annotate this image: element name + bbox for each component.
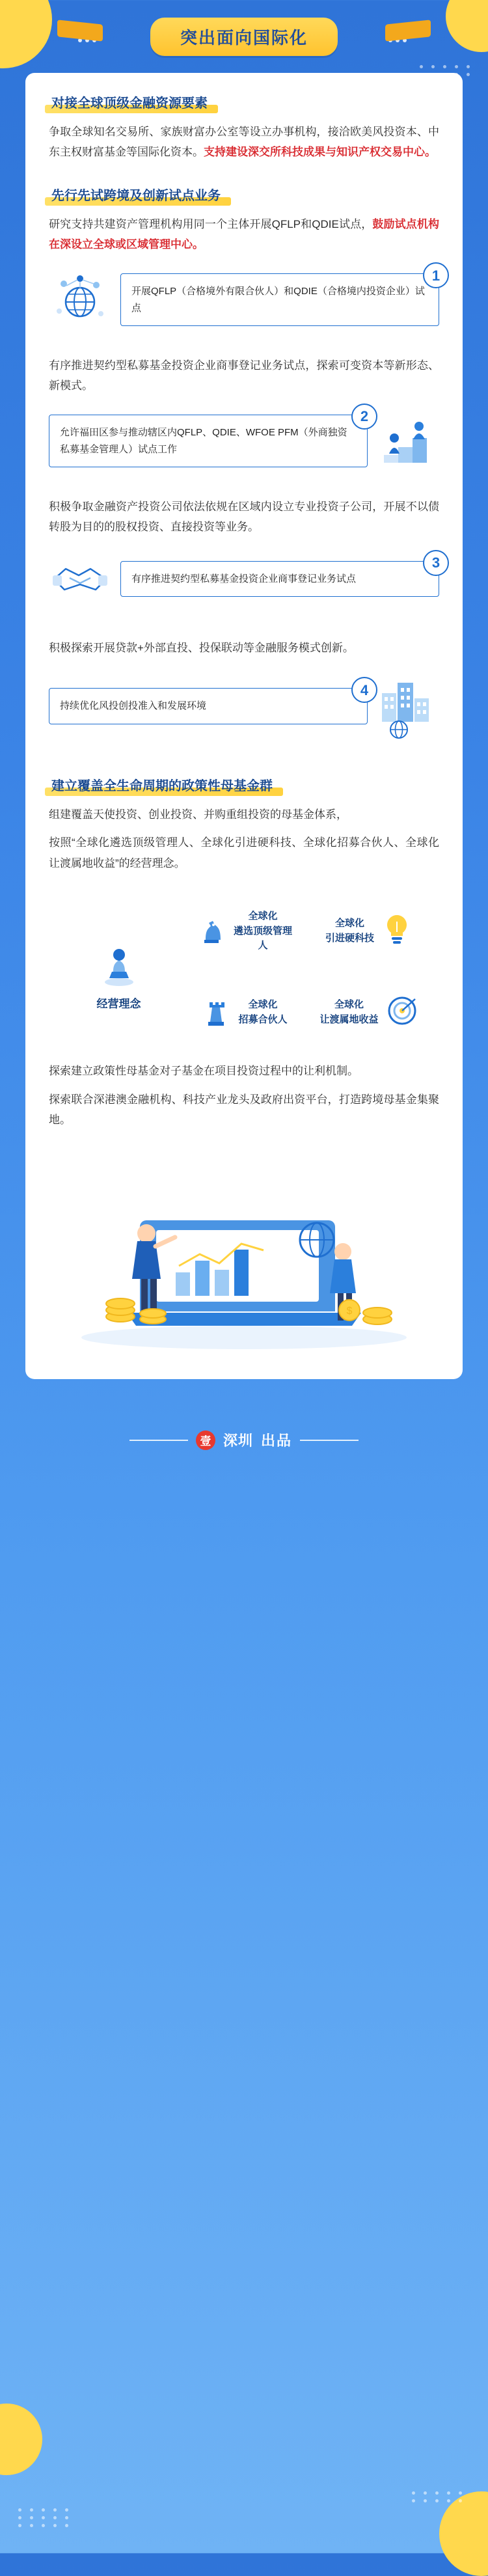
footer-divider-left: [129, 1440, 188, 1441]
decorative-circle-bottom-left: [0, 2404, 42, 2475]
decorative-dot-grid-bottom-right: [412, 2491, 466, 2502]
section-3-closing-1: 探索建立政策性母基金对子基金在项目投资过程中的让利机制。: [49, 1065, 359, 1078]
section-3: [25, 773, 463, 797]
step-2-number: 2: [351, 404, 377, 430]
footer-produced-by: 出品: [261, 1432, 293, 1449]
philosophy-item-top-left: [195, 909, 293, 953]
step-1-box: [120, 267, 441, 326]
chess-knight-icon: [195, 912, 226, 950]
people-steps-icon: [377, 412, 439, 471]
step-3-box: [120, 555, 441, 597]
section-2-heading: 先行先试跨境及创新试点业务: [49, 182, 227, 206]
footer-divider-right: [300, 1440, 359, 1441]
philosophy-diagram: [42, 890, 446, 1053]
section-3-paragraph-2: 按照“全球化遴选顶级管理人、全球化引进硬科技、全球化招募合伙人、全球化让渡属地收益”的经营理念。: [49, 836, 439, 870]
philosophy-label-bottom-right: 全球化 让渡属地收益: [319, 999, 379, 1025]
step-4-text: 持续优化风投创投准入和发展环境: [60, 700, 207, 712]
page-footer: [0, 1401, 488, 1479]
page-title: 突出面向国际化: [150, 18, 338, 56]
ribbon-tail-right: [385, 20, 431, 41]
step-2-box: [49, 408, 369, 467]
page-header: [0, 0, 488, 73]
philosophy-item-bottom-left: [195, 993, 293, 1032]
philosophy-center: [42, 933, 195, 1011]
philosophy-item-bottom-right: [293, 994, 446, 1031]
section-2: [25, 182, 463, 206]
footer-brand: 深圳: [223, 1432, 253, 1449]
philosophy-label-top-left: 全球化 遴选顶级管理人: [233, 911, 292, 951]
decorative-dot-grid-bottom-left: [18, 2508, 72, 2527]
section-1-paragraph: [49, 122, 439, 163]
step-3-text: 有序推进契约型私募基金投资企业商事登记业务试点: [131, 573, 357, 584]
step-4-box: [49, 681, 369, 724]
philosophy-item-top-right: [293, 911, 446, 951]
handshake-icon: [49, 553, 111, 605]
svg-text:$: $: [346, 1305, 353, 1317]
ribbon-tail-left: [57, 20, 103, 41]
section-3-heading: 建立覆盖全生命周期的政策性母基金群: [49, 773, 279, 797]
step-4: [49, 674, 439, 750]
section-1-paragraph-highlight: 支持建设深交所科技成果与知识产权交易中心。: [204, 146, 436, 159]
target-icon: [385, 994, 419, 1031]
section-3-paragraph-1: 组建覆盖天使投资、创业投资、并购重组投资的母基金体系，: [49, 808, 347, 821]
step-1: [49, 267, 441, 348]
step-2: [49, 408, 439, 489]
step-3: [49, 553, 439, 630]
chess-pawn-icon: [98, 933, 141, 991]
step-1-text: 开展QFLP（合格境外有限合伙人）和QDIE（合格境内投资企业）试点: [131, 286, 425, 314]
globe-network-icon: [49, 271, 111, 329]
section-2-paragraph-3: 积极争取金融资产投资公司依法依规在区域内设立专业投资子公司，开展不以债转股为目的的股权投资、直接投资等业务。: [49, 500, 439, 534]
laptop-people-finance-illustration: [49, 1142, 439, 1357]
step-2-text: 允许福田区参与推动辖区内QFLP、QDIE、WFOE PFM（外商独资私募基金管理人）试点工作: [60, 427, 347, 455]
section-2-paragraph-highlight: 鼓励试点机构在深设立全球或区域管理中心。: [49, 217, 439, 251]
section-1-heading: 对接全球顶级金融资源要素: [49, 90, 214, 114]
section-1-paragraph-plain: 争取全球知名交易所、家族财富办公室等设立办事机构，接洽欧美风投资本、中东主权财富基金等国际化资本。: [49, 126, 439, 159]
city-globe-icon: [377, 674, 439, 739]
section-2-paragraph-4: 积极探索开展贷款+外部直投、投保联动等金融服务模式创新。: [49, 641, 354, 654]
section-3-closing-2: 探索联合深港澳金融机构、科技产业龙头及政府出资平台，打造跨境母基金集聚地。: [49, 1093, 439, 1127]
step-3-number: 3: [423, 550, 449, 576]
section-1: [25, 90, 463, 114]
lightbulb-icon: [381, 911, 413, 951]
section-2-paragraph-2: 有序推进契约型私募基金投资企业商事登记业务试点，探索可变资本等新形态、新模式。: [49, 359, 439, 392]
content-card: [25, 73, 463, 1379]
decorative-circle-bottom-right: [439, 2491, 488, 2576]
philosophy-label-top-right: 全球化 引进硬科技: [325, 918, 374, 944]
philosophy-label-bottom-left: 全球化 招募合伙人: [238, 999, 288, 1025]
chess-rook-icon: [200, 993, 232, 1032]
brand-badge-icon: 壹: [196, 1431, 215, 1450]
step-4-number: 4: [351, 677, 377, 703]
section-2-paragraph-plain: 研究支持共建资产管理机构用同一个主体开展QFLP和QDIE试点，: [49, 217, 373, 230]
step-1-number: 1: [423, 262, 449, 288]
philosophy-center-title: 经营理念: [96, 998, 141, 1011]
section-2-paragraph: [49, 214, 439, 255]
